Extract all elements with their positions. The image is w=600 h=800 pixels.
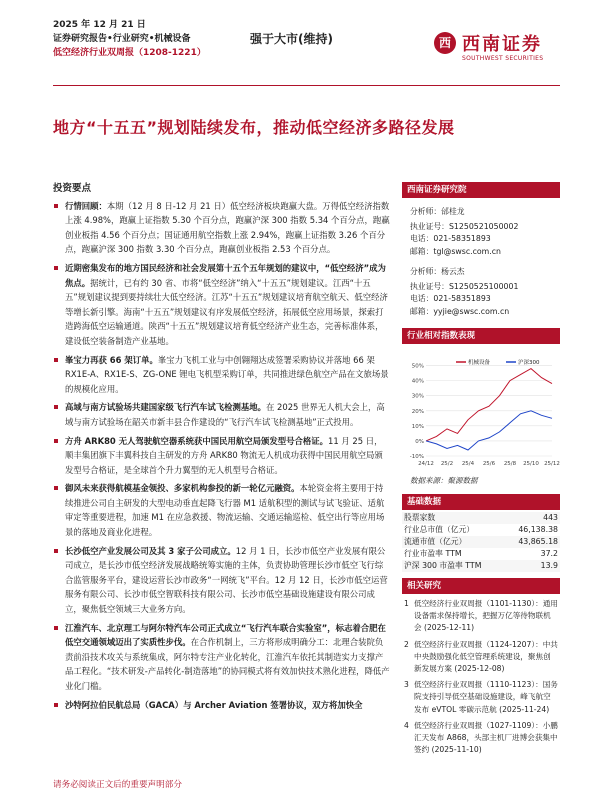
related-report-number: 3 bbox=[404, 680, 409, 690]
logo-cn: 西南证券 bbox=[462, 34, 542, 55]
report-header bbox=[53, 18, 206, 60]
y-tick-label: 30% bbox=[411, 393, 424, 400]
report-date: 2025 年 12 月 21 日 bbox=[53, 20, 146, 30]
x-tick-label: 24/12 bbox=[418, 461, 434, 467]
bullet-item bbox=[53, 261, 390, 349]
key-data-value: 43,865.18 bbox=[518, 537, 558, 546]
key-data-row bbox=[402, 560, 560, 572]
bullet-body: 据统计，已有约 30 省、市将“低空经济”纳入“十五五”规划建议。江西“十五五”规划建议提到要持续壮大低空经济。江苏“十五五”规划建议培育航空航天、低空经济等增长新引擎。海南“十五五”规划建议有序发展低空经济，拓展低空应用场景，探索打造跨海低空运输通道。陕西“十五五”规划建议培育低空经济产业生态，完善标准体系，建设低空装备制造产业基地。 bbox=[65, 277, 388, 346]
bullet-head: 沙特阿拉伯民航总局（GACA）与 Archer Aviation 签署协议，双方将加快全 bbox=[65, 699, 363, 710]
related-list bbox=[402, 594, 560, 756]
related-report-number: 1 bbox=[404, 599, 409, 608]
key-data-label: 流通市值（亿元） bbox=[404, 537, 467, 546]
key-data-label: 行业总市值（亿元） bbox=[404, 525, 475, 534]
related-report-number: 2 bbox=[404, 639, 409, 649]
bullet-item bbox=[53, 434, 390, 478]
related-report[interactable] bbox=[404, 679, 558, 716]
bullet-item bbox=[53, 400, 390, 429]
legend-label: 机械设备 bbox=[468, 360, 491, 366]
related-report[interactable] bbox=[404, 639, 558, 676]
y-tick-label: -10% bbox=[409, 454, 424, 460]
bullet-body: 本轮资金将主要用于持续推进公司自主研发的大型电动垂直起降飞行器 M1 适航积型的测试与试飞验证、适航审定等重要进程，加速 M1 在应急救援、物流运输、交通运输巡检、低空出行等应用场景的落地及商业化进程。 bbox=[65, 483, 385, 538]
bullet-body: 11 月 25 日，顺丰集团旗下丰翼科技自主研发的方舟 ARK80 物流无人机成功获得中国民用航空局颁发型号合格证，是全球首个升力翼型的无人机型号合格证。 bbox=[65, 435, 383, 475]
y-tick-label: 20% bbox=[411, 408, 424, 415]
x-tick-label: 25/8 bbox=[503, 461, 517, 467]
section-heading: 投资要点 bbox=[53, 183, 92, 194]
bullet-body: 在合作机制上，三方将形成明确分工：北理合装院负责前沿技术攻关与系统集成，阿尔特专注产业化转化，江淮汽车依托其制造实力支撑产品工程化。“技术研发-产品转化-制造落地”的协同模式将有效加快技术熟化进程，降低产业化门槛。 bbox=[65, 637, 390, 691]
bullet-item bbox=[53, 698, 390, 713]
key-data-value: 13.9 bbox=[540, 561, 558, 570]
legend-label: 沪深300 bbox=[518, 360, 540, 366]
x-tick-label: 25/2 bbox=[440, 461, 454, 467]
key-data-label: 沪深 300 市盈率 TTM bbox=[404, 561, 482, 570]
analyst-card bbox=[410, 266, 554, 318]
key-data-label: 股票家数 bbox=[404, 513, 436, 522]
footer-disclaimer: 请务必阅读正文后的重要声明部分 bbox=[53, 780, 182, 790]
report-title: 地方“十五五”规划陆续发布，推动低空经济多路径发展 bbox=[53, 118, 455, 137]
related-report-text: 低空经济行业双周报（1101-1130）：通用设备需求保持增长，把握万亿等待物联机会 (2025-12-11) bbox=[414, 599, 558, 633]
bullet-body: 12 月 1 日，长沙市低空产业发展有限公司成立，是长沙市低空经济发展战略统筹实施的主体，负责协助管理长沙市低空飞行综合监管服务平台，建设运营长沙市政务“一网统飞”平台。12 月 12 日，长沙市低空运营服务有限公司、长沙市低空智联科技有限公司、长沙市低空基础设施建设有限公司成立，聚焦低空领域三大业务方向。 bbox=[65, 545, 388, 615]
key-data-header: 基础数据 bbox=[402, 494, 560, 510]
bullet-body: 本期（12 月 8 日-12 月 21 日）低空经济板块跑赢大盘。万得低空经济指数上涨 4.98%，跑赢上证指数 5.30 个百分点，跑赢沪深 300 指数 5.34 个百分点，跑赢创业板指 4.56 个百分点；国证通用航空指数上涨 2.94%，跑赢上证指数 3.26 个百分点，跑赢沪深 300 指数 3.30 个百分点，跑赢创业板指 2.53 个百分点。 bbox=[65, 200, 390, 255]
bullet-item bbox=[53, 353, 390, 397]
report-series: 低空经济行业双周报（1208-1221） bbox=[53, 48, 206, 58]
key-data-row bbox=[402, 548, 560, 560]
bullet-head: 江淮汽车、北京理工与阿尔特汽车公司正式成立“飞行汽车联合实验室”，标志着合肥在低空交通领域迈出了实质性步伐。 bbox=[65, 622, 386, 648]
logo-en: SOUTHWEST SECURITIES bbox=[462, 55, 544, 62]
key-data-value: 443 bbox=[543, 513, 558, 522]
x-tick-label: 25/12 bbox=[544, 461, 560, 467]
x-tick-label: 25/10 bbox=[523, 461, 539, 467]
analyst-cert: 执业证号：S1250525100001 bbox=[410, 281, 519, 291]
main-content bbox=[53, 182, 390, 716]
bullet-head: 峯宝力再获 66 架订单。 bbox=[65, 354, 158, 365]
y-tick-label: 10% bbox=[411, 423, 424, 430]
analyst-tel: 电话：021-58351893 bbox=[410, 294, 491, 303]
key-data-value: 46,138.38 bbox=[518, 525, 558, 534]
bullet-head: 长沙低空产业发展公司及其 3 家子公司成立。 bbox=[65, 545, 236, 556]
bullet-list bbox=[53, 199, 390, 713]
key-data-table bbox=[402, 512, 560, 572]
perf-chart-svg bbox=[402, 348, 560, 473]
related-header: 相关研究 bbox=[402, 578, 560, 594]
bullet-head: 高域与南方试验场共建国家级飞行汽车试飞检测基地。 bbox=[65, 402, 266, 413]
perf-header: 行业相对指数表现 bbox=[402, 328, 560, 344]
related-report[interactable] bbox=[404, 598, 558, 635]
related-report-number: 4 bbox=[404, 720, 409, 730]
logo-mark-icon: 西 bbox=[434, 32, 456, 54]
related-report-text: 低空经济行业双周报（1110-1123）：国务院支持引导低空基础设施建设，峰飞航空发布 eVTOL 零碳示范航 (2025-11-24) bbox=[414, 680, 558, 714]
related-report[interactable] bbox=[404, 720, 558, 757]
key-data-row bbox=[402, 536, 560, 548]
y-tick-label: 40% bbox=[411, 378, 424, 385]
bullet-head: 近期密集发布的地方国民经济和社会发展第十五个五年规划的建议中，“低空经济”成为焦点。 bbox=[65, 262, 386, 288]
y-tick-label: 0% bbox=[415, 438, 424, 445]
company-logo bbox=[434, 30, 559, 70]
analyst-cert: 执业证号：S1250521050002 bbox=[410, 221, 519, 231]
related-report-text: 低空经济行业双周报（1124-1207）：中共中央鼓励强化低空管理系统建设，聚焦创新发展方案 (2025-12-08) bbox=[414, 639, 558, 674]
bullet-item bbox=[53, 199, 390, 257]
chart-source: 数据来源：聚源数据 bbox=[410, 476, 478, 485]
x-tick-label: 25/6 bbox=[482, 461, 496, 467]
bullet-item bbox=[53, 544, 390, 617]
analyst-card bbox=[410, 206, 554, 258]
analyst-list bbox=[402, 198, 560, 318]
key-data-row bbox=[402, 512, 560, 524]
bullet-head: 方舟 ARK80 无人驾驶航空器系统获中国民用航空局颁发型号合格证。 bbox=[65, 435, 329, 446]
bullet-head: 御风未来获得航模基金领投、多家机构参投的新一轮亿元融资。 bbox=[65, 483, 300, 494]
related-report-text: 低空经济行业双周报（1027-1109）：小鹏汇天发布 A868，头部主机厂进博会获集中签约 (2025-11-10) bbox=[414, 720, 558, 755]
analyst-mail: 邮箱：yyjie@swsc.com.cn bbox=[410, 306, 510, 316]
x-tick-label: 25/4 bbox=[461, 461, 475, 467]
series-line-1 bbox=[426, 369, 552, 441]
bullet-body: 在 2025 世界无人机大会上，高域与南方试验场在韶关市新丰县合作建设的“飞行汽车试飞检测基地”正式投用。 bbox=[65, 402, 385, 427]
institute-header: 西南证券研究院 bbox=[402, 182, 560, 198]
y-tick-label: 50% bbox=[411, 363, 424, 370]
key-data-row bbox=[402, 524, 560, 536]
key-data-label: 行业市盈率 TTM bbox=[404, 549, 462, 558]
bullet-head: 行情回顾： bbox=[65, 200, 107, 211]
analyst-tel: 电话：021-58351893 bbox=[410, 234, 491, 243]
perf-chart bbox=[402, 348, 560, 473]
analyst-mail: 邮箱：tgl@swsc.com.cn bbox=[410, 246, 501, 256]
report-category: 证券研究报告•行业研究•机械设备 bbox=[53, 34, 191, 44]
header-divider bbox=[53, 85, 560, 86]
bullet-item bbox=[53, 621, 390, 694]
bullet-item bbox=[53, 481, 390, 539]
bullet-body: 峯宝力飞机工业与中创翱翔达成签署采购协议并落地 66 架 RX1E-A、RX1E-S、ZG-ONE 锂电飞机型采购订单，共同推进绿色航空产品在文旅场景的规模化应用。 bbox=[65, 354, 389, 394]
key-data-value: 37.2 bbox=[540, 549, 558, 558]
rating-label: 强于大市(维持) bbox=[250, 32, 333, 46]
analyst-name: 分析师：邰桂龙 bbox=[410, 207, 465, 216]
sidebar bbox=[402, 182, 560, 760]
analyst-name: 分析师：杨云杰 bbox=[410, 267, 465, 276]
